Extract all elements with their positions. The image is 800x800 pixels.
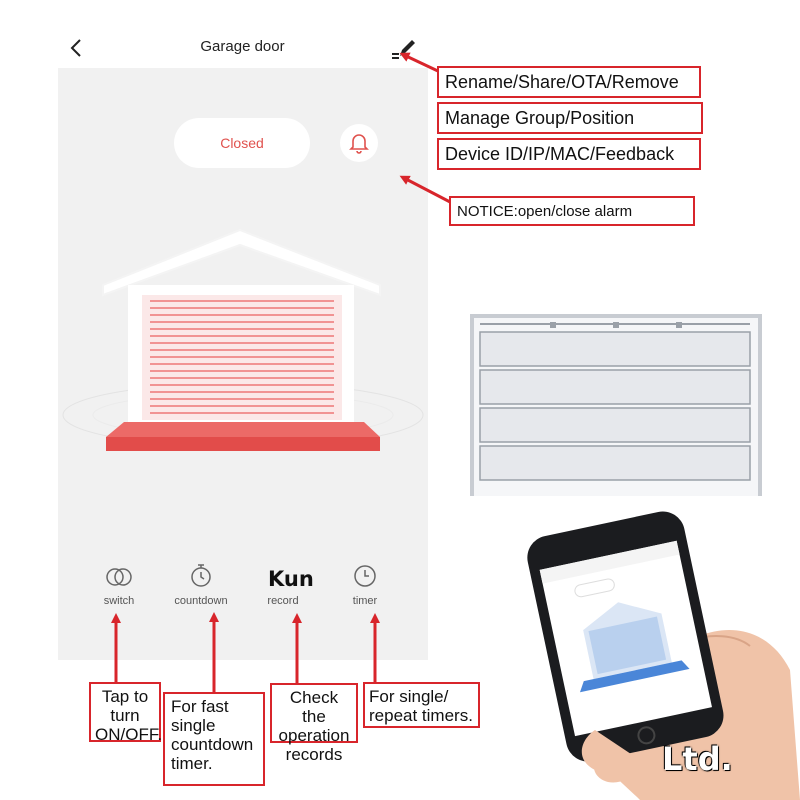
page-title: Garage door xyxy=(200,38,285,55)
function-label: timer xyxy=(352,595,378,607)
callout-countdown: For fast single countdown timer. xyxy=(163,692,265,786)
watermark-kun: Kun xyxy=(268,567,314,591)
function-label: countdown xyxy=(174,595,228,607)
callout-switch: Tap to turn ON/OFF. xyxy=(89,682,161,742)
callout-settings: Rename/Share/OTA/Remove xyxy=(437,66,701,98)
garage-door-photo xyxy=(470,314,762,496)
callout-group: Manage Group/Position xyxy=(437,102,703,134)
hand-with-phone-photo xyxy=(500,500,800,800)
callout-timer: For single/ repeat timers. xyxy=(363,682,480,728)
callout-device-info: Device ID/IP/MAC/Feedback xyxy=(437,138,701,170)
watermark-ltd: Ltd. xyxy=(662,740,733,778)
status-label: Closed xyxy=(220,135,264,151)
function-label: switch xyxy=(103,595,135,607)
function-label: record xyxy=(267,595,299,607)
callout-notice: NOTICE:open/close alarm xyxy=(449,196,695,226)
callout-record: Check the operation records xyxy=(270,683,358,743)
